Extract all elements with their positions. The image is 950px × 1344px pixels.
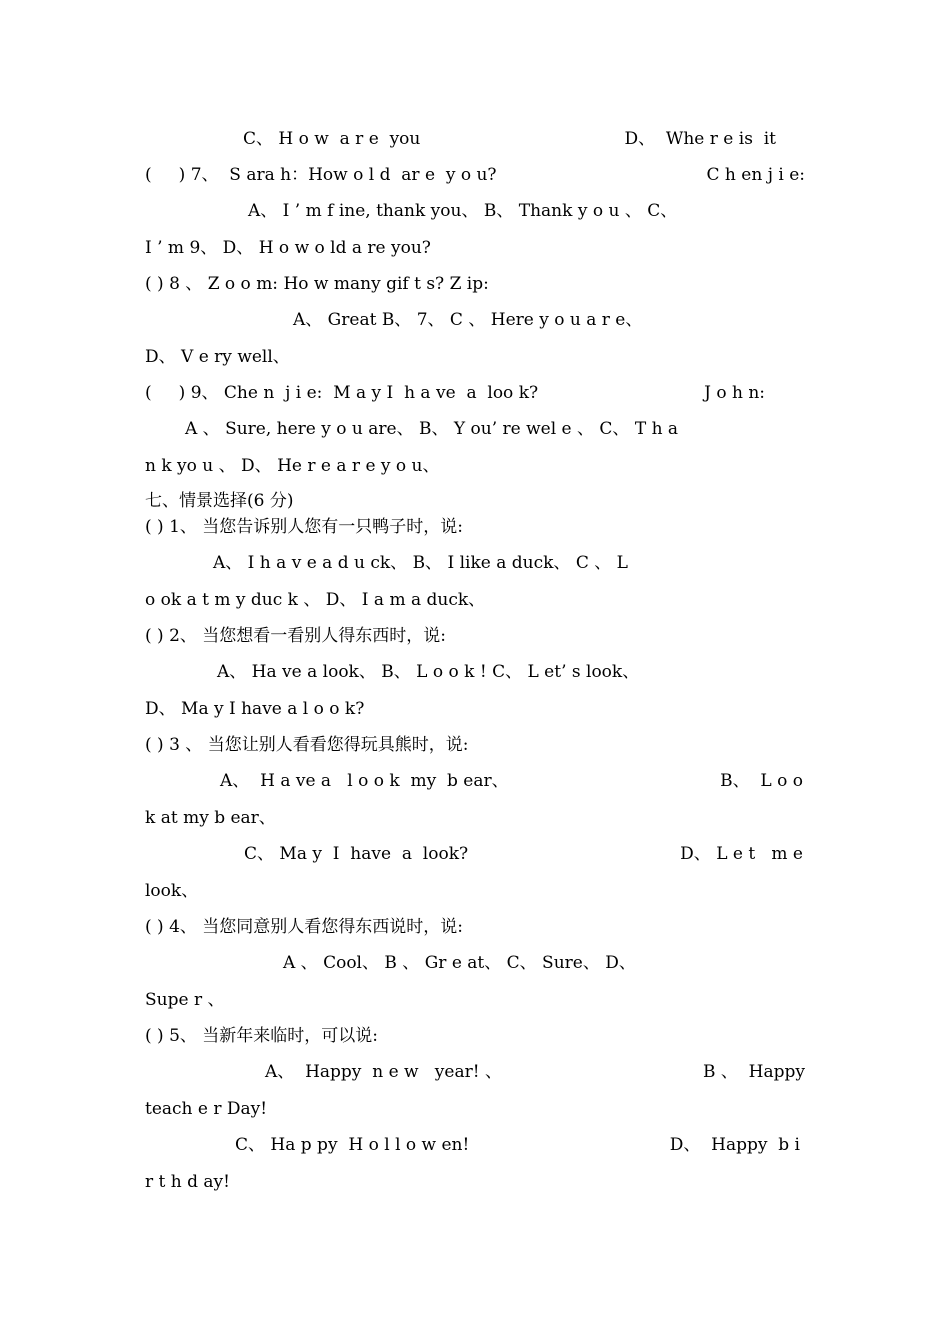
option-right: D、 Whe r e is it: [624, 129, 776, 149]
speaker-name: J o h n:: [704, 383, 765, 403]
option-left: A、 H a ve a l o o k my b ear、: [220, 771, 509, 791]
options-line: D、 Ma y I have a l o o k?: [145, 699, 365, 719]
question-line: [145, 382, 765, 404]
question-line: ( ) 4、 当您同意别人看您得东西说时，说:: [145, 917, 464, 937]
question-line: ( ) 8 、 Z o o m: Ho w many gif t s? Z ip:: [145, 274, 489, 294]
question-text: ( ) 7、 S ara h：How o l d ar e y o u?: [145, 165, 497, 185]
options-line: look、: [145, 881, 199, 901]
options-line: [220, 770, 803, 792]
options-line: [265, 1061, 805, 1083]
options-line: D、 V e ry well、: [145, 347, 290, 367]
option-right: B 、 Happy: [702, 1062, 805, 1082]
question-text: ( ) 9、 Che n j i e: M a y I h a ve a loo k?: [145, 383, 539, 403]
options-line: A、 I ’ m f ine, thank you、 B、 Thank y o u 、 C、: [248, 201, 678, 221]
options-line: [244, 843, 803, 865]
options-line: Supe r 、: [145, 990, 225, 1010]
options-line: A 、 Sure, here y o u are、 B、 Y ou’ re wel e 、 C、 T h a: [185, 419, 679, 439]
question-line: ( ) 5、 当新年来临时，可以说:: [145, 1026, 379, 1046]
option-left: C、 Ha p py H o l l o w en!: [235, 1135, 470, 1155]
options-line: r t h d ay!: [145, 1172, 230, 1192]
question-line: ( ) 2、 当您想看一看别人得东西时，说:: [145, 626, 447, 646]
option-right: D、 Happy b i: [669, 1135, 800, 1155]
option-left: C、 Ma y I have a look?: [244, 844, 469, 864]
question-line: [145, 164, 805, 186]
option-left: A、 Happy n e w year! 、: [265, 1062, 502, 1082]
speaker-name: C h en j i e:: [706, 165, 805, 185]
options-line: k at my b ear、: [145, 808, 276, 828]
options-line: A 、 Cool、 B 、 Gr e at、 C、 Sure、 D、: [283, 953, 636, 973]
option-right: B、 L o o: [720, 771, 803, 791]
question-line: ( ) 3 、 当您让别人看看您得玩具熊时，说:: [145, 735, 469, 755]
options-line: n k yo u 、 D、 He r e a r e y o u、: [145, 456, 440, 476]
text-line: [243, 128, 776, 150]
section-heading: 七、情景选择(6 分): [145, 491, 294, 511]
options-line: I ’ m 9、 D、 H o w o ld a re you?: [145, 238, 431, 258]
options-line: teach e r Day!: [145, 1099, 268, 1119]
options-line: A、 Ha ve a look、 B、 L o o k ! C、 L et’ s look、: [217, 662, 640, 682]
options-line: o ok a t m y duc k 、 D、 I a m a duck、: [145, 590, 486, 610]
options-line: A、 Great B、 7、 C 、 Here y o u a r e、: [293, 310, 643, 330]
options-line: [235, 1134, 800, 1156]
option-right: D、 L e t m e: [680, 844, 803, 864]
options-line: A、 I h a v e a d u ck、 B、 I like a duck、 C 、 L: [213, 553, 628, 573]
question-line: ( ) 1、 当您告诉别人您有一只鸭子时，说:: [145, 517, 464, 537]
option-left: C、 H o w a r e you: [243, 129, 421, 149]
